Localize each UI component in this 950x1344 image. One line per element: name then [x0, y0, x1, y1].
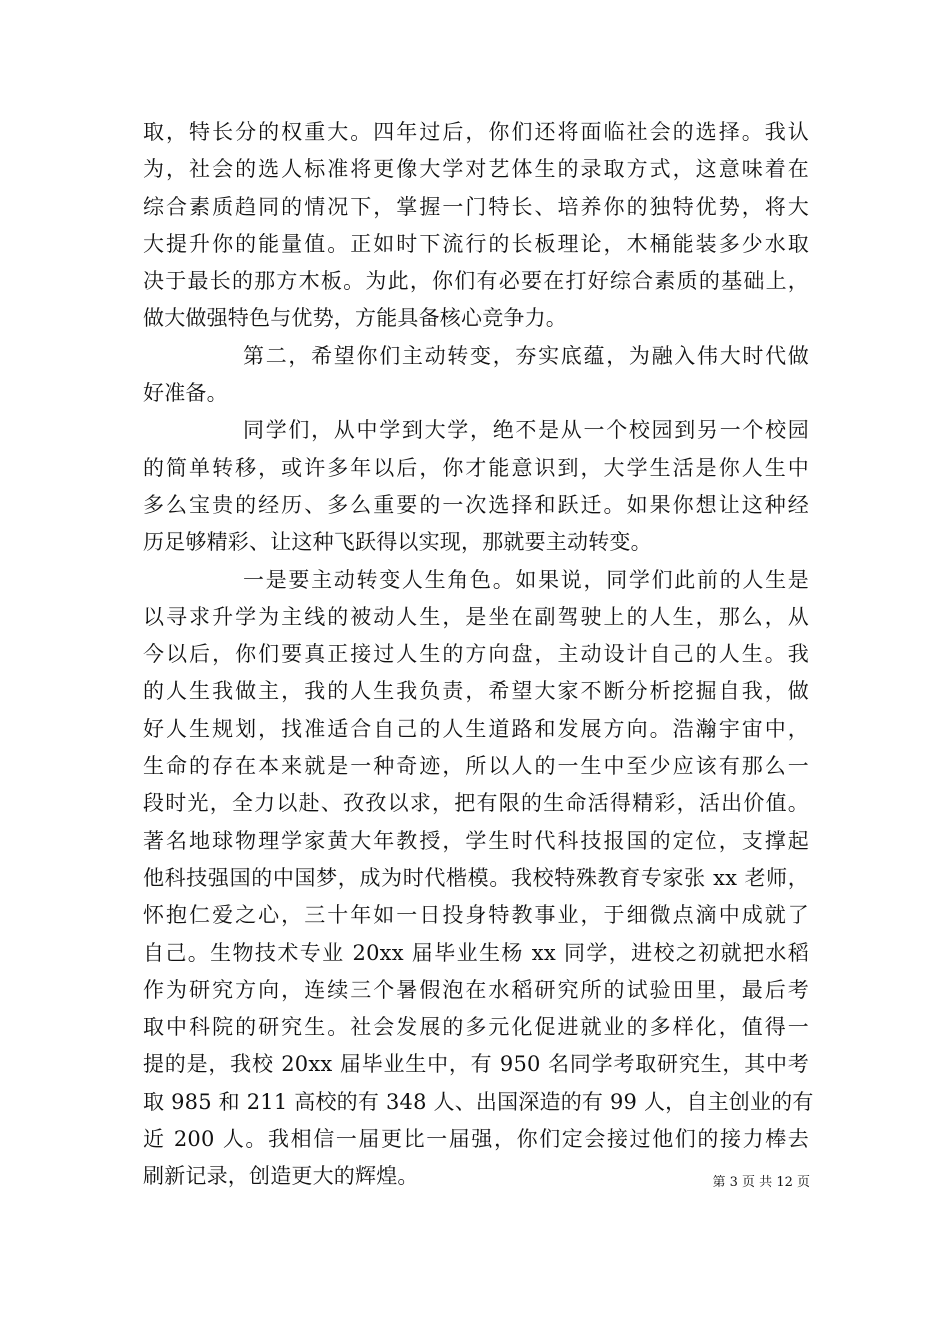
body-text [143, 114, 814, 1196]
text-line: 的简单转移，或许多年以后，你才能意识到，大学生活是你人生中 [143, 455, 809, 480]
text-line: 生命的存在本来就是一种奇迹，所以人的一生中至少应该有那么一 [143, 754, 809, 779]
text-line: 第二，希望你们主动转变，夯实底蕴，为融入伟大时代做 [243, 343, 809, 368]
text-line: 著名地球物理学家黄大年教授，学生时代科技报国的定位，支撑起 [143, 828, 809, 853]
text-line: 取，特长分的权重大。四年过后，你们还将面临社会的选择。我认 [143, 120, 809, 144]
text-line: 提的是，我校 20xx 届毕业生中，有 950 名同学考取研究生，其中考 [143, 1052, 809, 1077]
text-line: 决于最长的那方木板。为此，你们有必要在打好综合素质的基础上， [143, 269, 809, 294]
text-line: 作为研究方向，连续三个暑假泡在水稻研究所的试验田里，最后考 [143, 977, 809, 1002]
text-line: 综合素质趋同的情况下，掌握一门特长、培养你的独特优势，将大 [143, 194, 809, 219]
text-line: 大提升你的能量值。正如时下流行的长板理论，木桶能装多少水取 [143, 231, 809, 256]
text-line: 好准备。 [143, 381, 228, 406]
text-line: 取中科院的研究生。社会发展的多元化促进就业的多样化，值得一 [143, 1015, 809, 1040]
page-number: 第 3 页 共 12 页 [712, 1175, 810, 1190]
text-line: 段时光，全力以赴、孜孜以求，把有限的生命活得精彩，活出价值。 [143, 791, 809, 816]
text-line: 自己。生物技术专业 20xx 届毕业生杨 xx 同学，进校之初就把水稻 [143, 940, 809, 965]
text-line: 一是要主动转变人生角色。如果说，同学们此前的人生是 [243, 567, 809, 592]
text-line: 怀抱仁爱之心，三十年如一日投身特教事业，于细微点滴中成就了 [143, 903, 809, 928]
text-line: 刷新记录，创造更大的辉煌。 [143, 1164, 419, 1189]
text-line: 今以后，你们要真正接过人生的方向盘，主动设计自己的人生。我 [143, 642, 809, 667]
text-line: 历足够精彩、让这种飞跃得以实现，那就要主动转变。 [143, 530, 652, 555]
text-line: 近 200 人。我相信一届更比一届强，你们定会接过他们的接力棒去 [143, 1127, 809, 1152]
text-line: 的人生我做主，我的人生我负责，希望大家不断分析挖掘自我，做 [143, 679, 809, 704]
text-line: 取 985 和 211 高校的有 348 人、出国深造的有 99 人，自主创业的有 [143, 1089, 814, 1114]
text-line: 多么宝贵的经历、多么重要的一次选择和跃迁。如果你想让这种经 [143, 492, 809, 517]
text-line: 做大做强特色与优势，方能具备核心竞争力。 [143, 306, 567, 331]
text-line: 以寻求升学为主线的被动人生，是坐在副驾驶上的人生，那么，从 [143, 604, 809, 629]
text-line: 为，社会的选人标准将更像大学对艺体生的录取方式，这意味着在 [143, 157, 809, 182]
text-line: 好人生规划，找准适合自己的人生道路和发展方向。浩瀚宇宙中， [143, 716, 809, 741]
text-line: 他科技强国的中国梦，成为时代楷模。我校特殊教育专家张 xx 老师， [143, 865, 809, 890]
text-line: 同学们，从中学到大学，绝不是从一个校园到另一个校园 [243, 418, 809, 443]
